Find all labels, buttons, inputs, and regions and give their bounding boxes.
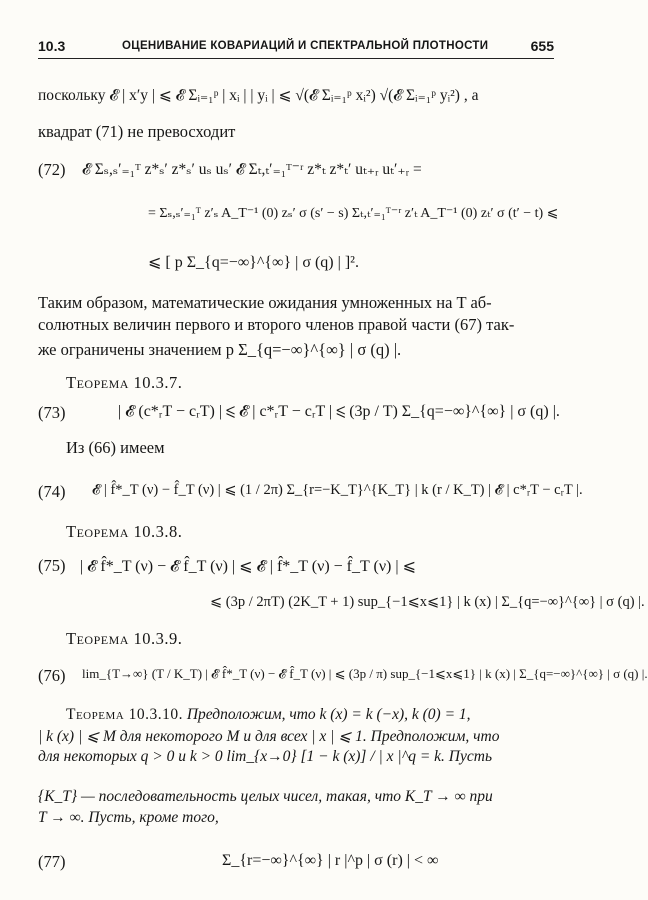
theorem-10-3-9-label: Теорема 10.3.9.	[66, 629, 183, 648]
equation-77: Σ_{r=−∞}^{∞} | r |^p | σ (r) | < ∞	[222, 852, 439, 869]
equation-number-74: (74)	[38, 482, 66, 501]
text-line-kvadrat: квадрат (71) не превосходит	[38, 122, 236, 141]
running-title: ОЦЕНИВАНИЕ КОВАРИАЦИЙ И СПЕКТРАЛЬНОЙ ПЛОТНОСТИ	[122, 40, 489, 52]
theorem-10-3-10-line-3: для некоторых q > 0 и k > 0 lim_{x→0} [1 − k (x)] / | x |^q = k. Пусть	[38, 748, 493, 765]
text-line-iz66: Из (66) имеем	[66, 438, 165, 457]
theorem-10-3-10-line-1	[66, 706, 471, 724]
theorem-10-3-10-text-1: Предположим, что k (x) = k (−x), k (0) = 1,	[186, 706, 471, 723]
equation-75-line-2: ⩽ (3p / 2πT) (2K_T + 1) sup_{−1⩽x⩽1} | k (x) | Σ_{q=−∞}^{∞} | σ (q) |.	[210, 594, 645, 610]
theorem-10-3-8-label: Теорема 10.3.8.	[66, 522, 183, 541]
equation-72-line-3: ⩽ [ p Σ_{q=−∞}^{∞} | σ (q) | ]².	[148, 254, 359, 271]
section-number: 10.3	[38, 38, 66, 54]
running-header	[38, 36, 554, 59]
page-number: 655	[530, 38, 554, 54]
theorem-10-3-10-label: Теорема 10.3.10.	[66, 706, 183, 723]
theorem-10-3-7-label: Теорема 10.3.7.	[66, 373, 183, 392]
equation-number-77: (77)	[38, 852, 66, 871]
equation-75-line-1: | 𝓔 f̂*_T (ν) − 𝓔 f̂_T (ν) | ⩽ 𝓔 | f̂*_T (ν) − f̂_T (ν) | ⩽	[80, 558, 416, 575]
equation-72-line-2: = Σₛ,ₛ′₌₁ᵀ z′ₛ A_T⁻¹ (0) zₛ′ σ (s′ − s) Σₜ,ₜ′₌₁ᵀ⁻ʳ z′ₜ A_T⁻¹ (0) zₜ′ σ (t′ − t) ⩽	[148, 206, 559, 221]
paragraph-line-2: солютных величин первого и второго членов правой части (67) так-	[38, 315, 515, 334]
equation-74: 𝓔 | f̂*_T (ν) − f̂_T (ν) | ⩽ (1 / 2π) Σ_{r=−K_T}^{K_T} | k (r / K_T) | 𝓔 | c*ᵣT − cᵣT |.	[92, 482, 583, 498]
paragraph-line-1: Таким образом, математические ожидания умноженных на T аб-	[38, 293, 492, 312]
theorem-10-3-10-line-4: {K_T} — последовательность целых чисел, такая, что K_T → ∞ при	[38, 788, 493, 805]
equation-number-76: (76)	[38, 666, 66, 685]
equation-number-73: (73)	[38, 403, 66, 422]
equation-72-line-1: 𝓔 Σₛ,ₛ′₌₁ᵀ z*ₛ′ z*ₛ′ uₛ uₛ′ 𝓔 Σₜ,ₜ′₌₁ᵀ⁻ʳ z*ₜ z*ₜ′ uₜ₊ᵣ uₜ′₊ᵣ =	[82, 161, 422, 178]
equation-number-72: (72)	[38, 160, 66, 179]
equation-73: | 𝓔 (c*ᵣT − cᵣT) | ⩽ 𝓔 | c*ᵣT − cᵣT | ⩽ (3p / T) Σ_{q=−∞}^{∞} | σ (q) |.	[118, 403, 560, 420]
paragraph-line-3: же ограничены значением p Σ_{q=−∞}^{∞} | σ (q) |.	[38, 340, 402, 359]
theorem-10-3-10-line-2: | k (x) | ⩽ M для некоторого M и для всех | x | ⩽ 1. Предположим, что	[38, 728, 500, 745]
theorem-10-3-10-line-5: T → ∞. Пусть, кроме того,	[38, 809, 219, 826]
equation-number-75: (75)	[38, 556, 66, 575]
equation-76: lim_{T→∞} (T / K_T) | 𝓔 f̂*_T (ν) − 𝓔 f̂_T (ν) | ⩽ (3p / π) sup_{−1⩽x⩽1} | k (x) | Σ_{q=−∞}^{∞} | σ (q) |.	[82, 666, 648, 681]
text-line-poskolku: поскольку 𝓔 | x′y | ⩽ 𝓔 Σᵢ₌₁ᵖ | xᵢ | | yᵢ | ⩽ √(𝓔 Σᵢ₌₁ᵖ xᵢ²) √(𝓔 Σᵢ₌₁ᵖ yᵢ²) , а	[38, 87, 479, 104]
